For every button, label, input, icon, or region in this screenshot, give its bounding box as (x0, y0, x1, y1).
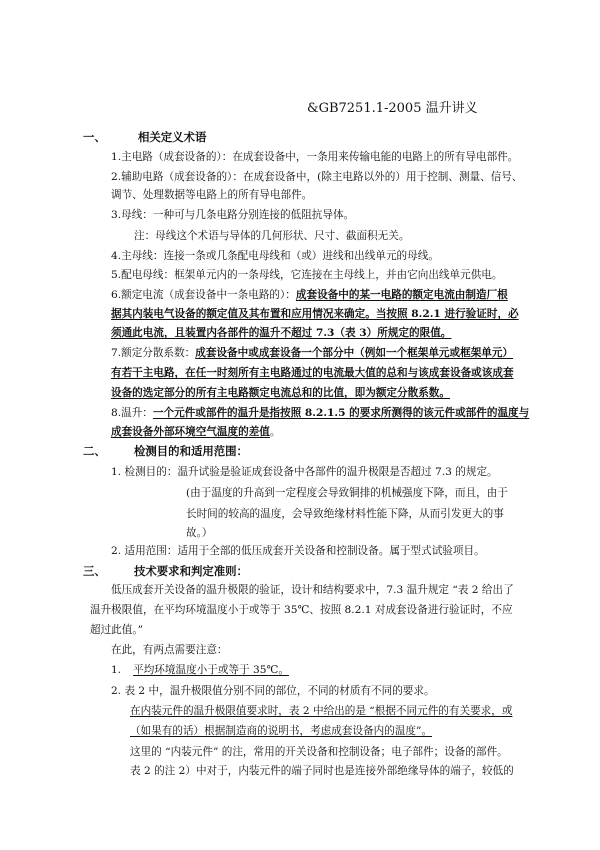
section-3-heading: 技术要求和判定准则： (134, 564, 248, 578)
term-rated-current-def-2: 据其内装电气设备的额定值及其布置和应用情况来确定。当按照 8.2.1 进行验证时，必 (111, 308, 519, 320)
term-diversity-factor-def-3: 设备的选定部分的所有主电路额定电流总和的比值，即为额定分散系数。 (111, 387, 450, 399)
section-2-number: 二、 (83, 444, 106, 458)
term-busbar: 3.母线：一种可与几条电路分别连接的低阻抗导体。 (111, 209, 355, 221)
note-2-line-4: 表 2 的注 2）中对于，内装元件的端子同时也是连接外部绝缘导体的端子，较低的 (130, 765, 514, 777)
test-purpose-note-1: (由于温度的升高到一定程度会导致铜排的机械强度下降，而且，由于 (186, 487, 508, 499)
term-busbar-note: 注：母线这个术语与导体的几何形状、尺寸、截面积无关。 (134, 230, 410, 242)
term-auxiliary-circuit: 2.辅助电路（成套设备的）：在成套设备中，(除主电路以外的）用于控制、测量、信号、 (111, 171, 523, 183)
requirements-para-2: 在此，有两点需要注意： (111, 644, 228, 656)
test-purpose: 1. 检测目的：温升试验是验证成套设备中各部件的温升极限是否超过 7.3 的规定。 (111, 466, 498, 478)
term-temperature-rise-def-2: 成套设备外部环境空气温度的差值 (111, 426, 270, 438)
term-temperature-rise (111, 406, 529, 420)
term-temperature-rise-label: 8.温升： (111, 407, 153, 419)
section-2-heading: 检测目的和适用范围： (134, 444, 248, 458)
term-rated-current-label: 6.额定电流（成套设备中一条电路的）： (111, 289, 296, 301)
requirements-para-1-cont: 温升极限值，在平均环境温度小于或等于 35℃、按照 8.2.1 对成套设备进行验证时，不应 (90, 604, 513, 616)
term-distribution-busbar: 5.配电母线：框架单元内的一条母线，它连接在主母线上，并由它向出线单元供电。 (111, 269, 503, 281)
term-rated-current-def-3: 须通此电流，且装置内各部件的温升不超过 7.3（表 3）所规定的限值。 (111, 327, 452, 339)
term-diversity-factor (111, 346, 513, 360)
term-temperature-rise-end: 。 (269, 426, 281, 438)
term-rated-current-def: 成套设备中的某一电路的额定电流由制造厂根 (295, 289, 508, 301)
note-2-line-2: （如果有的话）根据制造商的说明书，考虑成套设备内的温度”。 (130, 725, 433, 737)
term-diversity-factor-def-2: 有若干主电路，在任一时刻所有主电路通过的电流最大值的总和与该成套设备或该成套 (111, 367, 514, 379)
section-1-number: 一、 (83, 130, 106, 144)
term-main-circuit: 1.主电路（成套设备的）：在成套设备中，一条用来传输电能的电路上的所有导电部件。 (111, 151, 519, 163)
document-title: &GB7251.1-2005 温升讲义 (307, 101, 478, 116)
term-auxiliary-circuit-cont: 调节、处理数据等电路上的所有导电部件。 (111, 189, 313, 201)
scope-of-application: 2. 适用范围：适用于全部的低压成套开关设备和控制设备。属于型式试验项目。 (111, 545, 485, 557)
note-1-text: 平均环境温度小于或等于 35℃。 (133, 664, 289, 676)
requirements-para-1: 低压成套开关设备的温升极限的验证，设计和结构要求中，7.3 温升规定 “表 2 给出了 (111, 584, 514, 596)
note-2: 2. 表 2 中，温升极限值分别不同的部位，不同的材质有不同的要求。 (111, 685, 435, 697)
test-purpose-note-3: 故。） (186, 527, 213, 539)
term-temperature-rise-def: 一个元件或部件的温升是指按照 8.2.1.5 的要求所测得的该元件或部件的温度与 (152, 407, 530, 419)
section-3-number: 三、 (83, 564, 106, 578)
term-diversity-factor-label: 7.额定分散系数： (111, 347, 196, 359)
test-purpose-note-2: 长时间的较高的温度，会导致绝缘材料性能下降，从而引发更大的事 (186, 508, 504, 520)
note-2-line-3: 这里的 “内装元件” 的注，常用的开关设备和控制设备；电子部件；设备的部件。 (130, 746, 508, 758)
term-main-busbar: 4.主母线：连接一条或几条配电母线和（或）进线和出线单元的母线。 (111, 250, 439, 262)
term-diversity-factor-def: 成套设备中或成套设备一个部分中（例如一个框架单元或框架单元） (195, 347, 514, 359)
term-rated-current (111, 288, 508, 302)
section-1-heading: 相关定义术语 (138, 130, 207, 144)
note-1-number: 1. (111, 664, 122, 676)
note-2-line-1: 在内装元件的温升极限值要求时，表 2 中给出的是 “根据不同元件的有关要求，或 (130, 705, 513, 717)
requirements-para-1-end: 超过此值。” (90, 624, 144, 636)
note-1 (111, 663, 289, 677)
term-temperature-rise-def-2-line (111, 425, 281, 439)
